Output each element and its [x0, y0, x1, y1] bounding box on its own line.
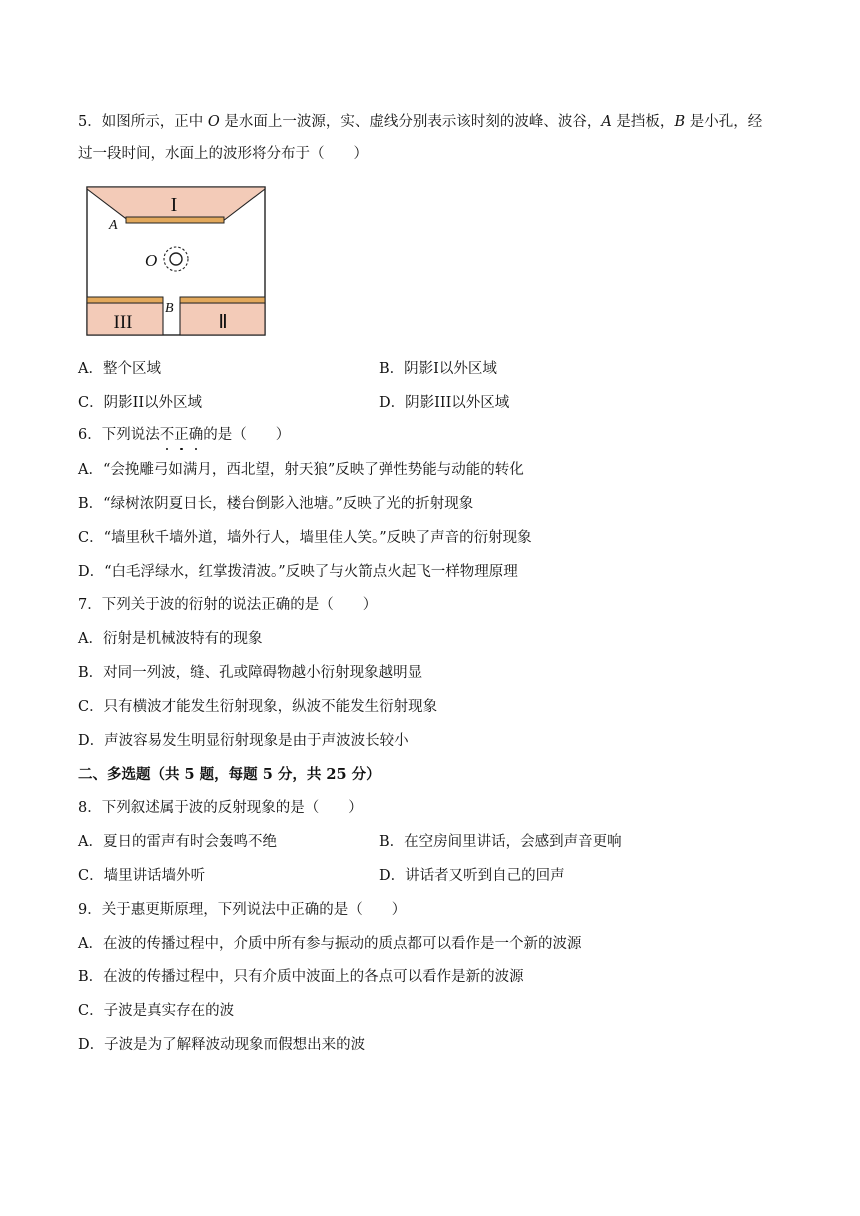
q8-option-d[interactable]: D．讲话者又听到自己的回声 [379, 868, 565, 884]
q6-stem [78, 425, 290, 445]
q6-option-c[interactable]: C．“墙里秋千墙外道，墙外行人，墙里佳人笑。”反映了声音的衍射现象 [78, 530, 532, 546]
region-ii-label: Ⅱ [218, 312, 228, 333]
q9-option-a[interactable]: A．在波的传播过程中，介质中所有参与振动的质点都可以看作是一个新的波源 [78, 936, 582, 952]
q8-option-a[interactable]: A．夏日的雷声有时会轰鸣不绝 [78, 834, 277, 850]
q5-symbol-o: O [207, 114, 220, 130]
q6-option-b[interactable]: B．“绿树浓阴夏日长，楼台倒影入池塘。”反映了光的折射现象 [78, 496, 474, 512]
q5-text-part2: 是水面上一波源，实、虚线分别表示该时刻的波峰、波谷， [219, 114, 602, 130]
q5-symbol-b: B [674, 114, 686, 130]
q5-text-part4: 是小孔，经 [685, 114, 763, 130]
q6-stem-part2: 的是（ ） [203, 427, 291, 443]
q8-option-b[interactable]: B．在空房间里讲话，会感到声音更响 [379, 834, 622, 850]
q6-option-d[interactable]: D．“白毛浮绿水，红掌拨清波。”反映了与火箭点火起飞一样物理原理 [78, 564, 518, 580]
q9-option-c[interactable]: C．子波是真实存在的波 [78, 1003, 235, 1019]
region-i-label: I [170, 194, 178, 216]
q5-symbol-a: A [601, 114, 612, 130]
q5-stem-line2: 过一段时间，水面上的波形将分布于（ ） [78, 146, 368, 162]
q8-stem: 8．下列叙述属于波的反射现象的是（ ） [78, 800, 363, 816]
q7-stem: 7．下列关于波的衍射的说法正确的是（ ） [78, 597, 378, 613]
q9-option-b[interactable]: B．在波的传播过程中，只有介质中波面上的各点可以看作是新的波源 [78, 969, 524, 985]
barrier-left [87, 297, 163, 303]
barrier-a [126, 217, 224, 223]
q7-option-c[interactable]: C．只有横波才能发生衍射现象，纵波不能发生衍射现象 [78, 699, 438, 715]
region-iii-label: III [113, 312, 133, 333]
q7-option-d[interactable]: D．声波容易发生明显衍射现象是由于声波波长较小 [78, 733, 409, 749]
q9-option-d[interactable]: D．子波是为了解释波动现象而假想出来的波 [78, 1037, 366, 1053]
q5-option-a[interactable]: A．整个区域 [78, 361, 161, 377]
q6-stem-part1: 6．下列说法 [78, 427, 160, 443]
q6-emphasis-char-2: 正 [174, 427, 189, 443]
label-o: O [145, 251, 158, 270]
q9-stem: 9．关于惠更斯原理，下列说法中正确的是（ ） [78, 902, 407, 918]
wave-tank-figure [85, 185, 267, 337]
label-b: B [165, 301, 174, 316]
q5-text-part1: 5．如图所示，正中 [78, 114, 208, 130]
section-heading-multiple-choice: 二、多选题（共 5 题，每题 5 分，共 25 分） [78, 766, 381, 783]
label-a: A [109, 218, 118, 233]
barrier-right [180, 297, 265, 303]
q8-option-c[interactable]: C．墙里讲话墙外听 [78, 868, 206, 884]
q5-text-part3: 是挡板， [611, 114, 675, 130]
q6-option-a[interactable]: A．“会挽雕弓如满月，西北望，射天狼”反映了弹性势能与动能的转化 [78, 462, 524, 478]
q5-option-d[interactable]: D．阴影III以外区域 [379, 395, 510, 411]
q5-stem-line1 [78, 112, 762, 132]
q7-option-a[interactable]: A．衍射是机械波特有的现象 [78, 631, 263, 647]
q6-emphasis-char-3: 确 [188, 427, 204, 443]
q5-option-b[interactable]: B．阴影I以外区域 [379, 361, 497, 377]
q5-option-c[interactable]: C．阴影II以外区域 [78, 395, 203, 411]
q6-emphasis-char-1: 不 [159, 427, 175, 443]
q7-option-b[interactable]: B．对同一列波，缝、孔或障碍物越小衍射现象越明显 [78, 665, 423, 681]
